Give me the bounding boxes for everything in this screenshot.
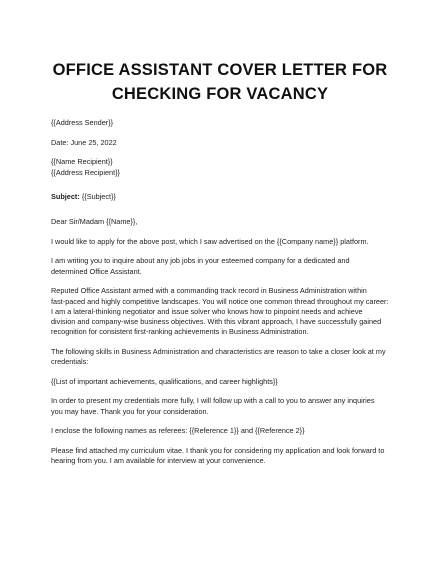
address-recipient: {{Address Recipient}} xyxy=(51,167,120,177)
letter-date: Date: June 25, 2022 xyxy=(51,137,117,147)
paragraph-1: I would like to apply for the above post, which I saw advertised on the {{Company name}} platform. xyxy=(51,236,369,246)
subject-label: Subject: xyxy=(51,191,80,201)
paragraph-8 xyxy=(51,446,402,466)
paragraph-3 xyxy=(51,286,402,337)
paragraph-3-line: recognition for consistent first-ranking achievements in Business Administration. xyxy=(51,327,309,337)
paragraph-6-line: you may have. Thank you for your consideration. xyxy=(51,406,209,416)
paragraph-2-line: I am writing you to inquire about any job jobs in your esteemed company for a dedicated and xyxy=(51,256,350,266)
salutation: Dear Sir/Madam {{Name}}, xyxy=(51,217,138,227)
paragraph-6 xyxy=(51,396,402,416)
document-title xyxy=(38,58,402,106)
subject-value: {{Subject}} xyxy=(79,191,116,201)
paragraph-3-line: I am a lateral-thinking negotiator and issue solver who knows how to pinpoint needs and achieve xyxy=(51,306,363,316)
title-line-2: CHECKING FOR VACANCY xyxy=(111,85,329,103)
paragraph-2 xyxy=(51,256,402,276)
recipient-block xyxy=(51,157,402,177)
paragraph-3-line: division and company-wise business objectives. With this vibrant approach, I have successfully gained xyxy=(51,316,382,326)
paragraph-2-line: determined Office Assistant. xyxy=(51,266,142,276)
subject-line xyxy=(51,192,402,202)
paragraph-4-line: The following skills in Business Administration and characteristics are reason to take a closer look at my xyxy=(51,346,386,356)
paragraph-8-line: Please find attached my curriculum vitae. I thank you for considering my application and look forward to xyxy=(51,446,385,456)
paragraph-4-line: credentials: xyxy=(51,357,89,367)
address-sender: {{Address Sender}} xyxy=(51,118,114,127)
paragraph-4 xyxy=(51,347,402,367)
paragraph-7: I enclose the following names as referees: {{Reference 1}} and {{Reference 2}} xyxy=(51,426,305,436)
paragraph-3-line: Reputed Office Assistant armed with a commanding track record in Business Administration within xyxy=(51,286,367,296)
name-recipient: {{Name Recipient}} xyxy=(51,157,113,167)
paragraph-6-line: In order to present my credentials more fully, I will follow up with a call to you to answer any inquiries xyxy=(51,396,375,406)
paragraph-5: {{List of important achievements, qualifications, and career highlights}} xyxy=(51,376,278,386)
paragraph-8-line: hearing from you. I am available for interview at your convenience. xyxy=(51,456,266,466)
paragraph-3-line: fast-paced and highly competitive landscapes. You will notice one common thread throughout my career: xyxy=(51,296,389,306)
title-line-1: OFFICE ASSISTANT COVER LETTER FOR xyxy=(52,61,388,79)
